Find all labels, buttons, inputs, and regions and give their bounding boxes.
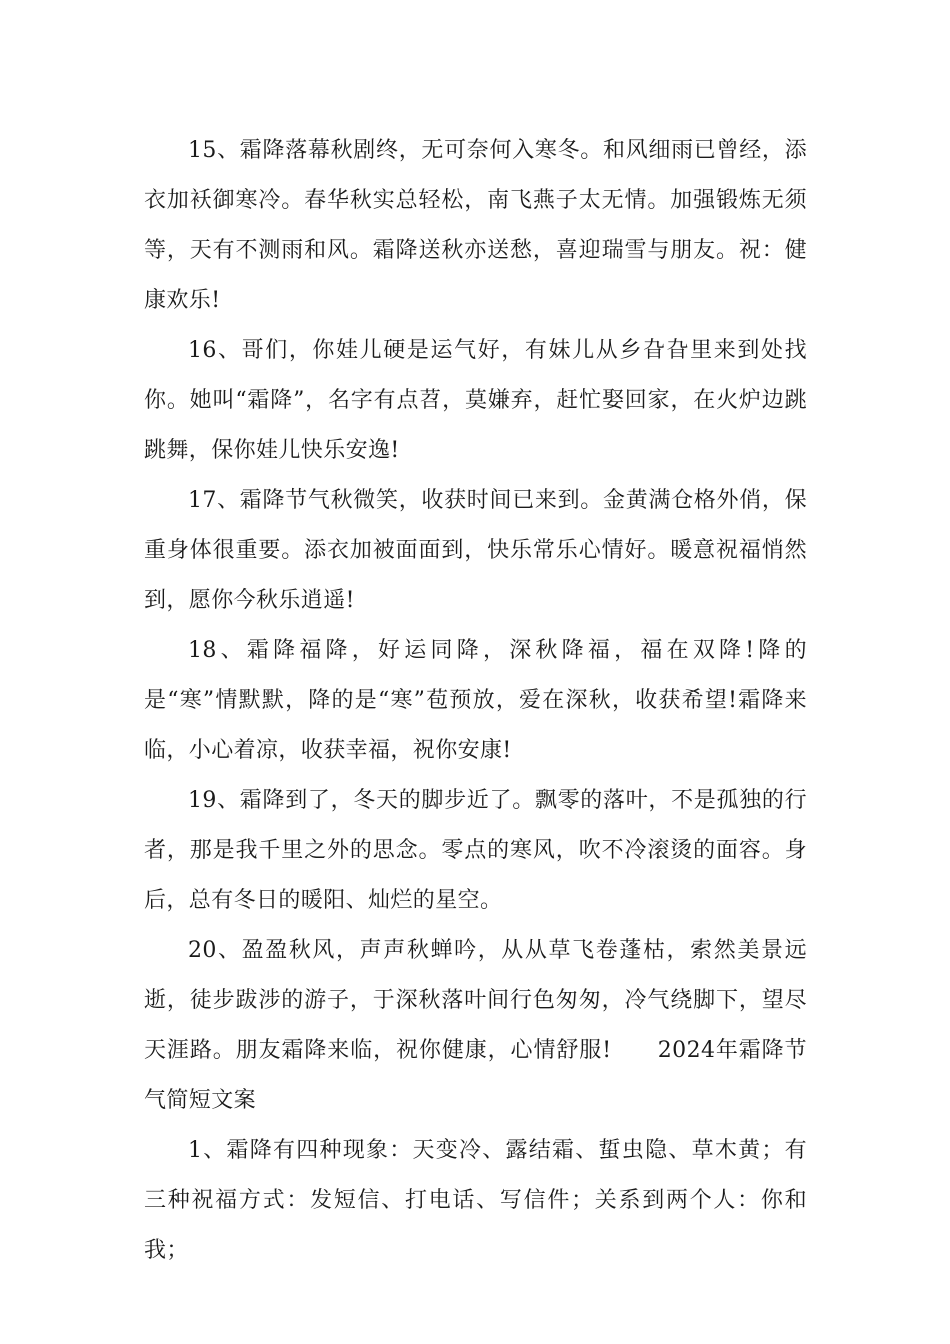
- paragraph-17: 17、霜降节气秋微笑，收获时间已来到。金黄满仓格外俏，保重身体很重要。添衣加被面面到，快乐常乐心情好。暖意祝福悄然到，愿你今秋乐逍遥!: [144, 488, 807, 613]
- document-body: [144, 126, 807, 1276]
- paragraph-15: 15、霜降落幕秋剧终，无可奈何入寒冬。和风细雨已曾经，添衣加袄御寒冷。春华秋实总轻松，南飞燕子太无情。加强锻炼无须等，天有不测雨和风。霜降送秋亦送愁，喜迎瑞雪与朋友。祝：健康欢乐!: [144, 138, 807, 313]
- paragraph-18: 18、霜降福降，好运同降，深秋降福，福在双降!降的是“寒”情默默，降的是“寒”苞预放，爱在深秋，收获希望!霜降来临，小心着凉，收获幸福，祝你安康!: [144, 638, 807, 763]
- paragraph-20: 20、盈盈秋风，声声秋蝉吟，从从草飞卷蓬枯，索然美景远逝，徒步跋涉的游子，于深秋落叶间行色匆匆，冷气绕脚下，望尽天涯路。朋友霜降来临，祝你健康，心情舒服! 2024年霜降节气简短文案: [144, 938, 807, 1113]
- paragraph-1: 1、霜降有四种现象：天变冷、露结霜、蜇虫隐、草木黄；有三种祝福方式：发短信、打电话、写信件；关系到两个人：你和我；: [144, 1138, 807, 1263]
- paragraph-16: 16、哥们，你娃儿硬是运气好，有妹儿从乡旮旮里来到处找你。她叫“霜降”，名字有点苕，莫嫌弃，赶忙娶回家，在火炉边跳跳舞，保你娃儿快乐安逸!: [144, 338, 807, 463]
- paragraph-19: 19、霜降到了，冬天的脚步近了。飘零的落叶，不是孤独的行者，那是我千里之外的思念。零点的寒风，吹不冷滚烫的面容。身后，总有冬日的暖阳、灿烂的星空。: [144, 788, 807, 913]
